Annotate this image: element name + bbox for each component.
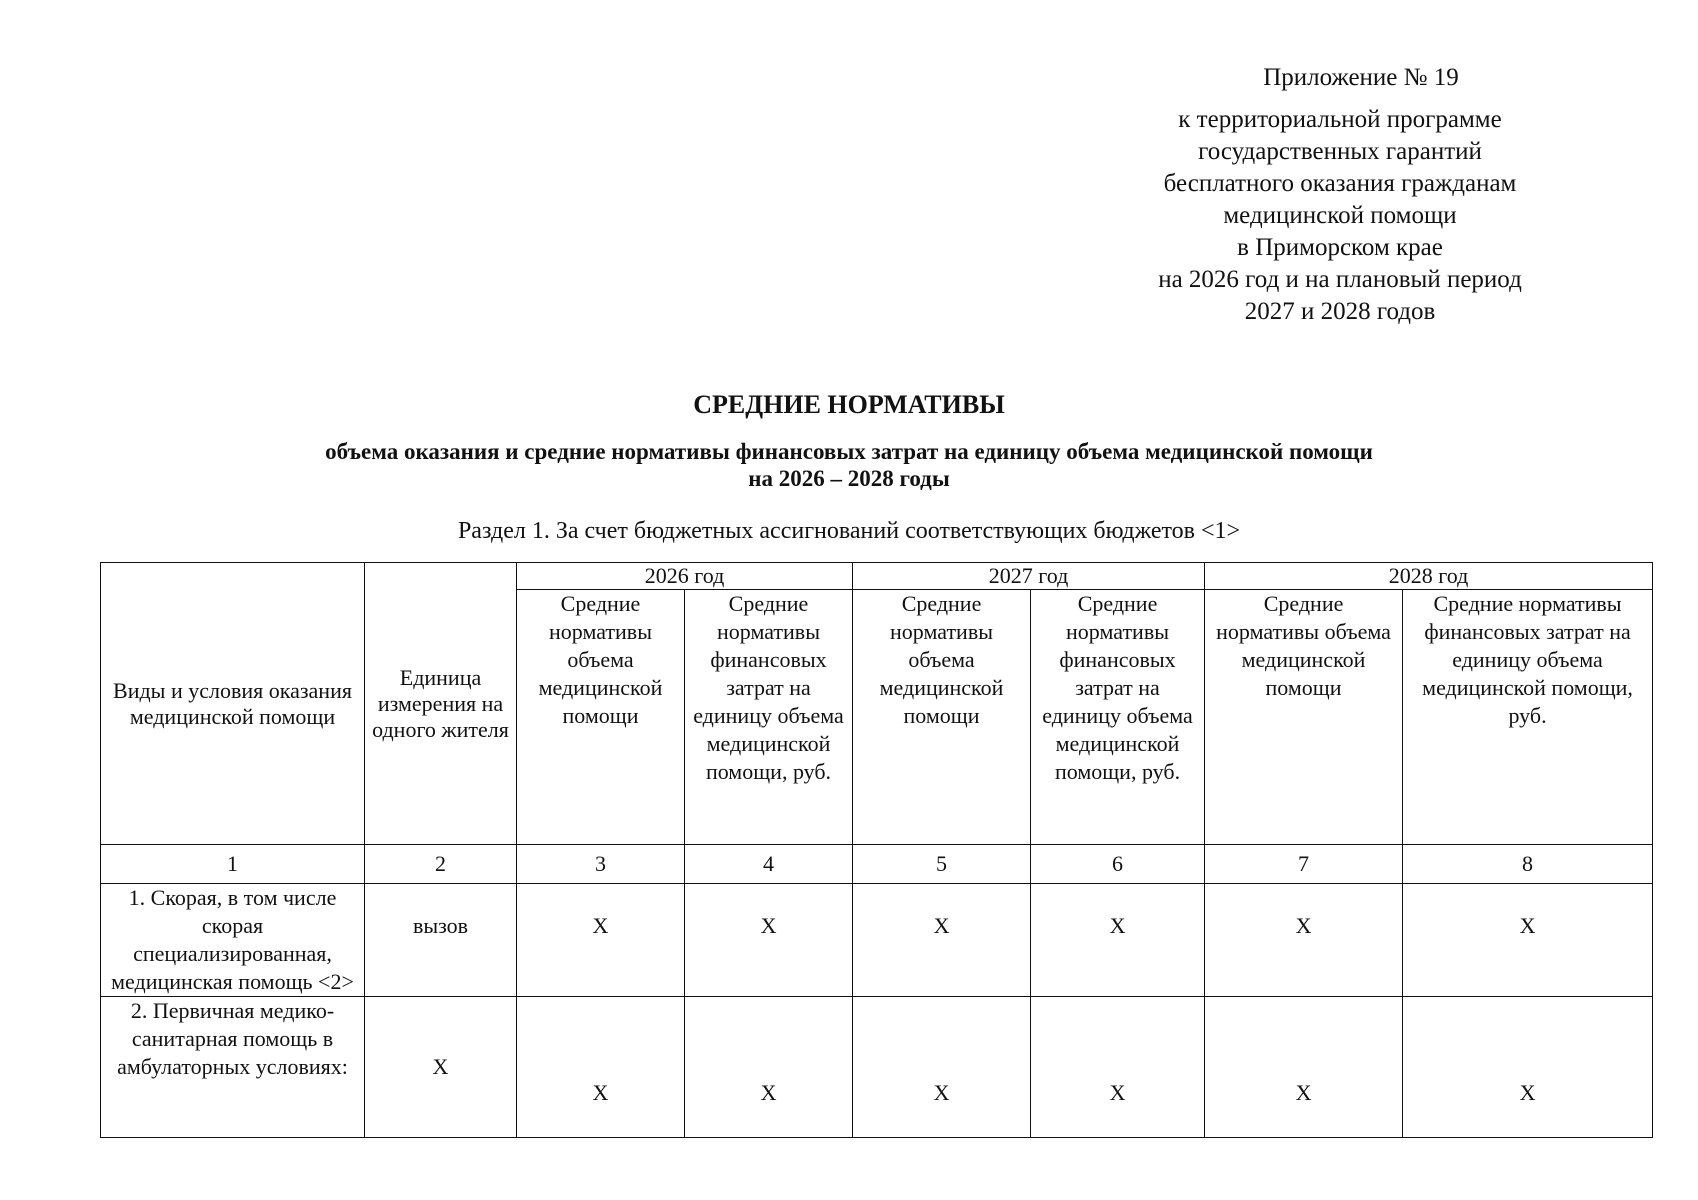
appendix-line: медицинской помощи [1223, 202, 1457, 229]
table-cell [1205, 884, 1403, 997]
sub-header: Средние нормативы финансовых затрат на единицу объема медицинской помощи, руб. [1031, 590, 1205, 845]
column-number: 4 [685, 845, 853, 884]
row-name: 2. Первичная медико-санитарная помощь в амбулаторных условиях: [101, 997, 365, 1138]
appendix-number: Приложение № 19 [1263, 64, 1459, 91]
column-number-row [101, 845, 1653, 884]
cell-value: Х [592, 1080, 609, 1105]
cell-value: Х [592, 913, 609, 938]
subtitle-line: на 2026 – 2028 годы [748, 466, 950, 491]
table-row [101, 884, 1653, 997]
sub-header: Средние нормативы финансовых затрат на единицу объема медицинской помощи, руб. [1403, 590, 1653, 845]
appendix-line: в Приморском крае [1237, 234, 1443, 261]
table-cell [685, 884, 853, 997]
row-unit-value: Х [432, 1054, 449, 1079]
document-subtitle [0, 438, 1698, 492]
table-cell [1403, 884, 1653, 997]
cell-value: Х [933, 1080, 950, 1105]
row-unit-value: вызов [412, 913, 469, 938]
appendix-block [1100, 62, 1580, 328]
table-cell [685, 997, 853, 1138]
year-header-row [101, 563, 1653, 590]
column-number: 1 [101, 845, 365, 884]
col-header-kind: Виды и условия оказания медицинской помощи [101, 563, 365, 845]
sub-header: Средние нормативы объема медицинской помощи [517, 590, 685, 845]
appendix-line: к территориальной программе [1178, 106, 1502, 133]
cell-value: Х [933, 913, 950, 938]
column-number: 6 [1031, 845, 1205, 884]
column-number: 5 [853, 845, 1031, 884]
cell-value: Х [1109, 913, 1126, 938]
year-header: 2026 год [517, 563, 853, 590]
table-cell [1205, 997, 1403, 1138]
col-header-unit: Единица измерения на одного жителя [365, 563, 517, 845]
table-cell [517, 997, 685, 1138]
table-row [101, 997, 1653, 1138]
appendix-line: 2027 и 2028 годов [1244, 298, 1436, 325]
cell-value: Х [1109, 1080, 1126, 1105]
cell-value: Х [1295, 1080, 1312, 1105]
document-title: СРЕДНИЕ НОРМАТИВЫ [693, 390, 1005, 419]
cell-value: Х [760, 1080, 777, 1105]
norms-table [100, 562, 1653, 1138]
cell-value: Х [1295, 913, 1312, 938]
appendix-line: государственных гарантий [1198, 138, 1482, 165]
section-heading: Раздел 1. За счет бюджетных ассигнований соответствующих бюджетов <1> [457, 518, 1241, 544]
appendix-line: на 2026 год и на плановый период [1158, 266, 1522, 293]
row-unit [365, 884, 517, 997]
row-name: 1. Скорая, в том числе скорая специализированная, медицинская помощь <2> [101, 884, 365, 997]
appendix-line: бесплатного оказания гражданам [1163, 170, 1517, 197]
table-cell [1031, 884, 1205, 997]
column-number: 7 [1205, 845, 1403, 884]
table-cell [1031, 997, 1205, 1138]
table-cell [853, 997, 1031, 1138]
table-cell [1403, 997, 1653, 1138]
cell-value: Х [760, 913, 777, 938]
cell-value: Х [1519, 913, 1536, 938]
sub-header: Средние нормативы финансовых затрат на единицу объема медицинской помощи, руб. [685, 590, 853, 845]
table-cell [853, 884, 1031, 997]
sub-header: Средние нормативы объема медицинской помощи [853, 590, 1031, 845]
row-unit [365, 997, 517, 1138]
year-header: 2027 год [853, 563, 1205, 590]
sub-header: Средние нормативы объема медицинской помощи [1205, 590, 1403, 845]
table-cell [517, 884, 685, 997]
column-number: 8 [1403, 845, 1653, 884]
column-number: 2 [365, 845, 517, 884]
column-number: 3 [517, 845, 685, 884]
cell-value: Х [1519, 1080, 1536, 1105]
subtitle-line: объема оказания и средние нормативы финансовых затрат на единицу объема медицинской помощи [325, 439, 1373, 464]
year-header: 2028 год [1205, 563, 1653, 590]
